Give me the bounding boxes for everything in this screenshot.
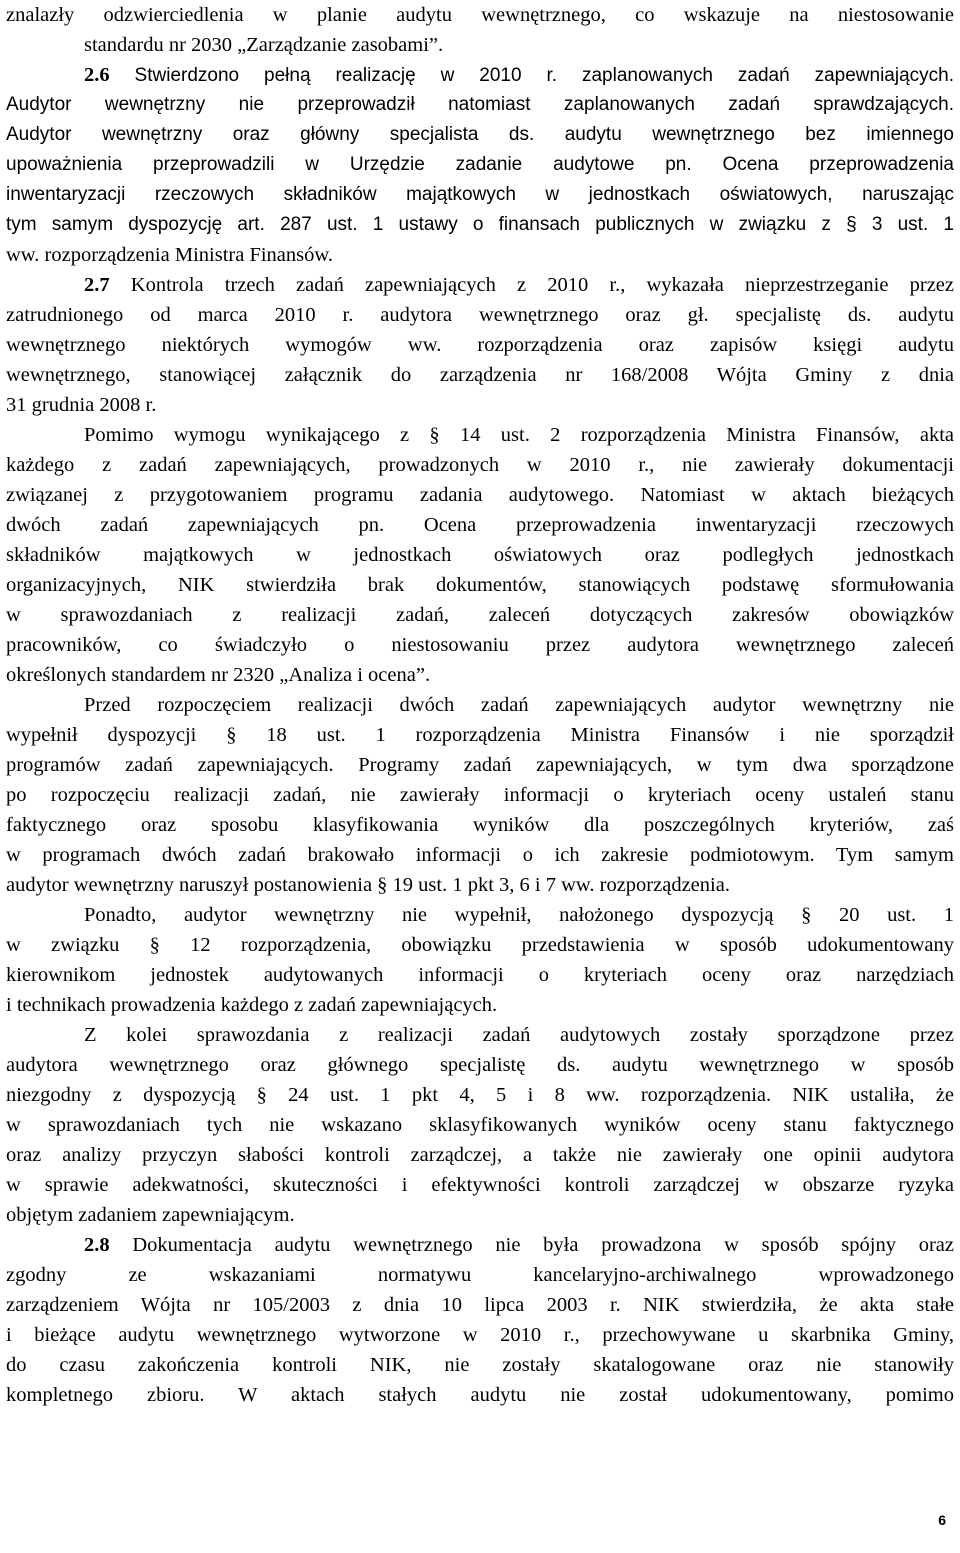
- text-line: do czasu zakończenia kontroli NIK, nie zostały skatalogowane oraz nie stanowiły: [6, 1354, 954, 1376]
- text-line: w sprawozdaniach z realizacji zadań, zaleceń dotyczących zakresów obowiązków: [6, 604, 954, 626]
- text-line: wewnętrznego niektórych wymogów ww. rozporządzenia oraz zapisów księgi audytu: [6, 334, 954, 356]
- text-line: po rozpoczęciu realizacji zadań, nie zawierały informacji o kryteriach oceny ustaleń stanu: [6, 784, 954, 806]
- text-line: zatrudnionego od marca 2010 r. audytora wewnętrznego oraz gł. specjalistę ds. audytu: [6, 304, 954, 326]
- section-number: 2.6: [84, 64, 110, 86]
- text-line: organizacyjnych, NIK stwierdziła brak dokumentów, stanowiących podstawę sformułowania: [6, 574, 954, 596]
- text-line: programów zadań zapewniających. Programy zadań zapewniających, w tym dwa sporządzone: [6, 754, 954, 776]
- text-line: audytora wewnętrznego oraz głównego specjalistę ds. audytu wewnętrznego w sposób: [6, 1054, 954, 1076]
- text-line: w sprawozdaniach tych nie wskazano sklasyfikowanych wyników oceny stanu faktycznego: [6, 1114, 954, 1136]
- page-number: 6: [938, 1512, 946, 1528]
- text-line: kierownikom jednostek audytowanych informacji o kryteriach oceny oraz narzędziach: [6, 964, 954, 986]
- text-line: i bieżące audytu wewnętrznego wytworzone w 2010 r., przechowywane u skarbnika Gminy,: [6, 1324, 954, 1346]
- text-line: niezgodny z dyspozycją § 24 ust. 1 pkt 4, 5 i 8 ww. rozporządzenia. NIK ustaliła, że: [6, 1084, 954, 1106]
- text-fragment: Dokumentacja audytu wewnętrznego nie była prowadzona w sposób spójny oraz: [109, 1234, 954, 1256]
- text-line: każdego z zadań zapewniających, prowadzonych w 2010 r., nie zawierały dokumentacji: [6, 454, 954, 476]
- text-line: faktycznego oraz sposobu klasyfikowania wyników dla poszczególnych kryteriów, zaś: [6, 814, 954, 836]
- text-line: audytor wewnętrzny naruszył postanowienia § 19 ust. 1 pkt 3, 6 i 7 ww. rozporządzenia.: [6, 874, 730, 896]
- text-line: 31 grudnia 2008 r.: [6, 394, 157, 416]
- text-line: wypełnił dyspozycji § 18 ust. 1 rozporządzenia Ministra Finansów i nie sporządził: [6, 724, 954, 746]
- text-line: w programach dwóch zadań brakowało informacji o ich zakresie podmiotowym. Tym samym: [6, 844, 954, 866]
- text-line: Audytor wewnętrzny oraz główny specjalista ds. audytu wewnętrznego bez imiennego: [6, 124, 954, 145]
- text-fragment: Stwierdzono pełną realizację w 2010 r. zaplanowanych zadań zapewniających.: [109, 65, 954, 86]
- text-line: Przed rozpoczęciem realizacji dwóch zadań zapewniających audytor wewnętrzny nie: [84, 694, 954, 716]
- text-line: standardu nr 2030 „Zarządzanie zasobami”.: [84, 34, 444, 56]
- section-heading-line: [84, 270, 954, 300]
- text-line: zarządzeniem Wójta nr 105/2003 z dnia 10 lipca 2003 r. NIK stwierdziła, że akta stałe: [6, 1294, 954, 1316]
- text-line: w sprawie adekwatności, skuteczności i efektywności kontroli zarządczej w obszarze ryzyka: [6, 1174, 954, 1196]
- text-fragment: Kontrola trzech zadań zapewniających z 2010 r., wykazała nieprzestrzeganie przez: [109, 274, 954, 296]
- text-line: Pomimo wymogu wynikającego z § 14 ust. 2 rozporządzenia Ministra Finansów, akta: [84, 424, 954, 446]
- text-line: składników majątkowych w jednostkach oświatowych oraz podległych jednostkach: [6, 544, 954, 566]
- text-line: inwentaryzacji rzeczowych składników majątkowych w jednostkach oświatowych, naruszając: [6, 184, 954, 205]
- text-line: w związku § 12 rozporządzenia, obowiązku przedstawienia w sposób udokumentowany: [6, 934, 954, 956]
- text-line: objętym zadaniem zapewniającym.: [6, 1204, 295, 1226]
- text-line: Ponadto, audytor wewnętrzny nie wypełnił, nałożonego dyspozycją § 20 ust. 1: [84, 904, 954, 926]
- text-line: Audytor wewnętrzny nie przeprowadził natomiast zaplanowanych zadań sprawdzających.: [6, 94, 954, 115]
- text-line: zgodny ze wskazaniami normatywu kancelaryjno-archiwalnego wprowadzonego: [6, 1264, 954, 1286]
- section-number: 2.7: [84, 274, 110, 296]
- text-line: tym samym dyspozycję art. 287 ust. 1 ustawy o finansach publicznych w związku z § 3 ust. 1: [6, 214, 954, 235]
- section-heading-line: [84, 1230, 954, 1260]
- text-line: znalazły odzwierciedlenia w planie audytu wewnętrznego, co wskazuje na niestosowanie: [6, 4, 954, 26]
- text-line: i technikach prowadzenia każdego z zadań zapewniających.: [6, 994, 498, 1016]
- text-line: Z kolei sprawozdania z realizacji zadań audytowych zostały sporządzone przez: [84, 1024, 954, 1046]
- text-line: wewnętrznego, stanowiącej załącznik do zarządzenia nr 168/2008 Wójta Gminy z dnia: [6, 364, 954, 386]
- section-number: 2.8: [84, 1234, 110, 1256]
- text-line: związanej z przygotowaniem programu zadania audytowego. Natomiast w aktach bieżących: [6, 484, 954, 506]
- section-heading-line: [84, 60, 954, 90]
- text-line: dwóch zadań zapewniających pn. Ocena przeprowadzenia inwentaryzacji rzeczowych: [6, 514, 954, 536]
- text-line: kompletnego zbioru. W aktach stałych audytu nie został udokumentowany, pomimo: [6, 1384, 954, 1406]
- text-line: oraz analizy przyczyn słabości kontroli zarządczej, a także nie zawierały one opinii audytora: [6, 1144, 954, 1166]
- text-line: pracowników, co świadczyło o niestosowaniu przez audytora wewnętrznego zaleceń: [6, 634, 954, 656]
- text-line: ww. rozporządzenia Ministra Finansów.: [6, 244, 333, 266]
- text-line: określonych standardem nr 2320 „Analiza i ocena”.: [6, 664, 431, 686]
- text-line: upoważnienia przeprowadzili w Urzędzie zadanie audytowe pn. Ocena przeprowadzenia: [6, 154, 954, 175]
